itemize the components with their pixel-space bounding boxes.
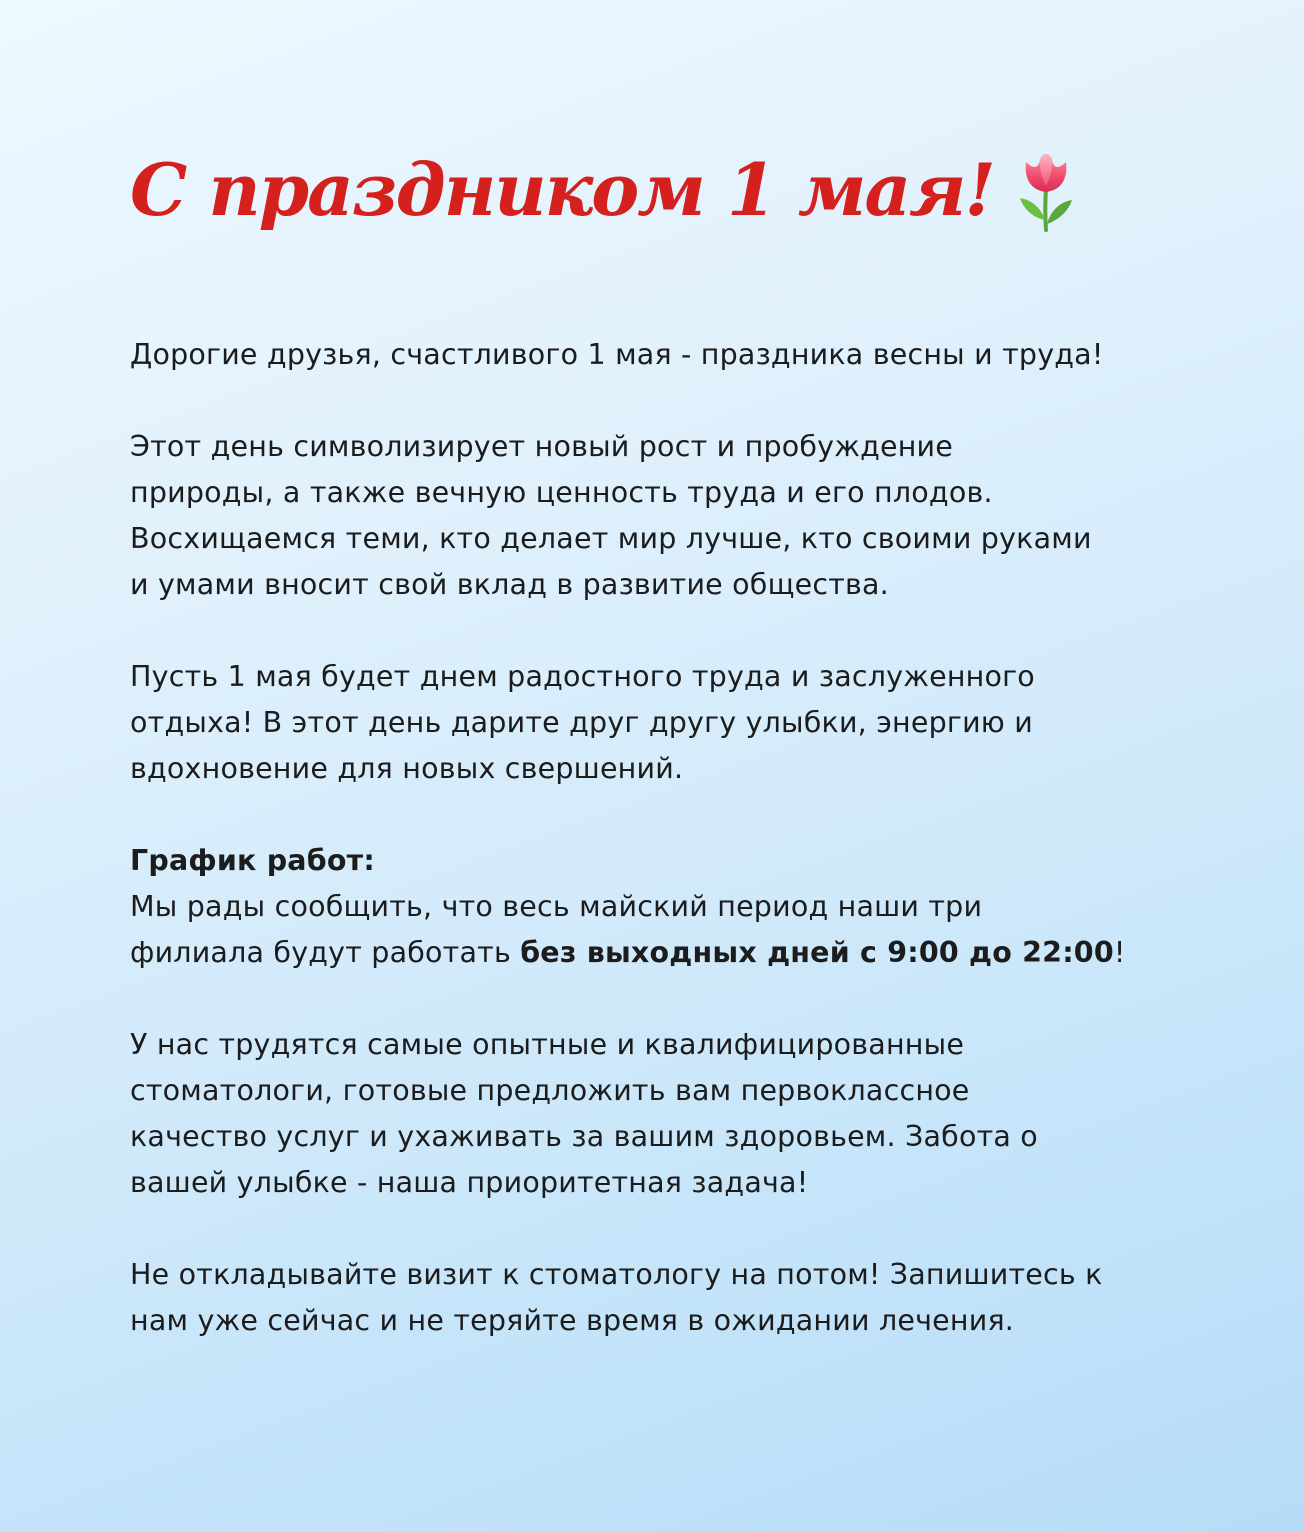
text-line: Этот день символизирует новый рост и пробуждение	[130, 430, 954, 463]
text-line: Восхищаемся теми, кто делает мир лучше, кто своими руками	[130, 522, 1092, 555]
title-row	[130, 140, 1190, 240]
text-line: вашей улыбке - наша приоритетная задача!	[130, 1166, 809, 1199]
text-line: У нас трудятся самые опытные и квалифицированные	[130, 1028, 965, 1061]
schedule-hours-line	[130, 930, 1190, 976]
text-line: Дорогие друзья, счастливого 1 мая - праздника весны и труда!	[130, 338, 1104, 371]
paragraph-meaning	[130, 424, 1190, 608]
schedule-heading: График работ:	[130, 844, 375, 877]
page-title: С праздником 1 мая!	[130, 147, 995, 232]
paragraph-greeting	[130, 332, 1190, 378]
text-line: Мы рады сообщить, что весь майский период наши три	[130, 890, 983, 923]
text-line: отдыха! В этот день дарите друг другу улыбки, энергию и	[130, 706, 1033, 739]
working-hours: без выходных дней с 9:00 до 22:00	[520, 936, 1114, 969]
text-line: природы, а также вечную ценность труда и его плодов.	[130, 476, 993, 509]
message-body	[130, 332, 1190, 1344]
paragraph-dentists	[130, 1022, 1190, 1206]
paragraph-schedule	[130, 838, 1190, 976]
tulip-icon	[1012, 148, 1080, 232]
post-content	[130, 140, 1190, 1390]
text-line: и умами вносит свой вклад в развитие общества.	[130, 568, 889, 601]
text-line: Пусть 1 мая будет днем радостного труда и заслуженного	[130, 660, 1035, 693]
paragraph-wishes	[130, 654, 1190, 792]
text-line: вдохновение для новых свершений.	[130, 752, 684, 785]
text-line: качество услуг и ухаживать за вашим здоровьем. Забота о	[130, 1120, 1038, 1153]
text-line: нам уже сейчас и не теряйте время в ожидании лечения.	[130, 1304, 1015, 1337]
text-fragment: филиала будут работать	[130, 936, 521, 969]
text-line: стоматологи, готовые предложить вам первоклассное	[130, 1074, 970, 1107]
text-fragment: !	[1113, 936, 1126, 969]
paragraph-call-to-action	[130, 1252, 1190, 1344]
text-line: Не откладывайте визит к стоматологу на потом! Запишитесь к	[130, 1258, 1103, 1291]
